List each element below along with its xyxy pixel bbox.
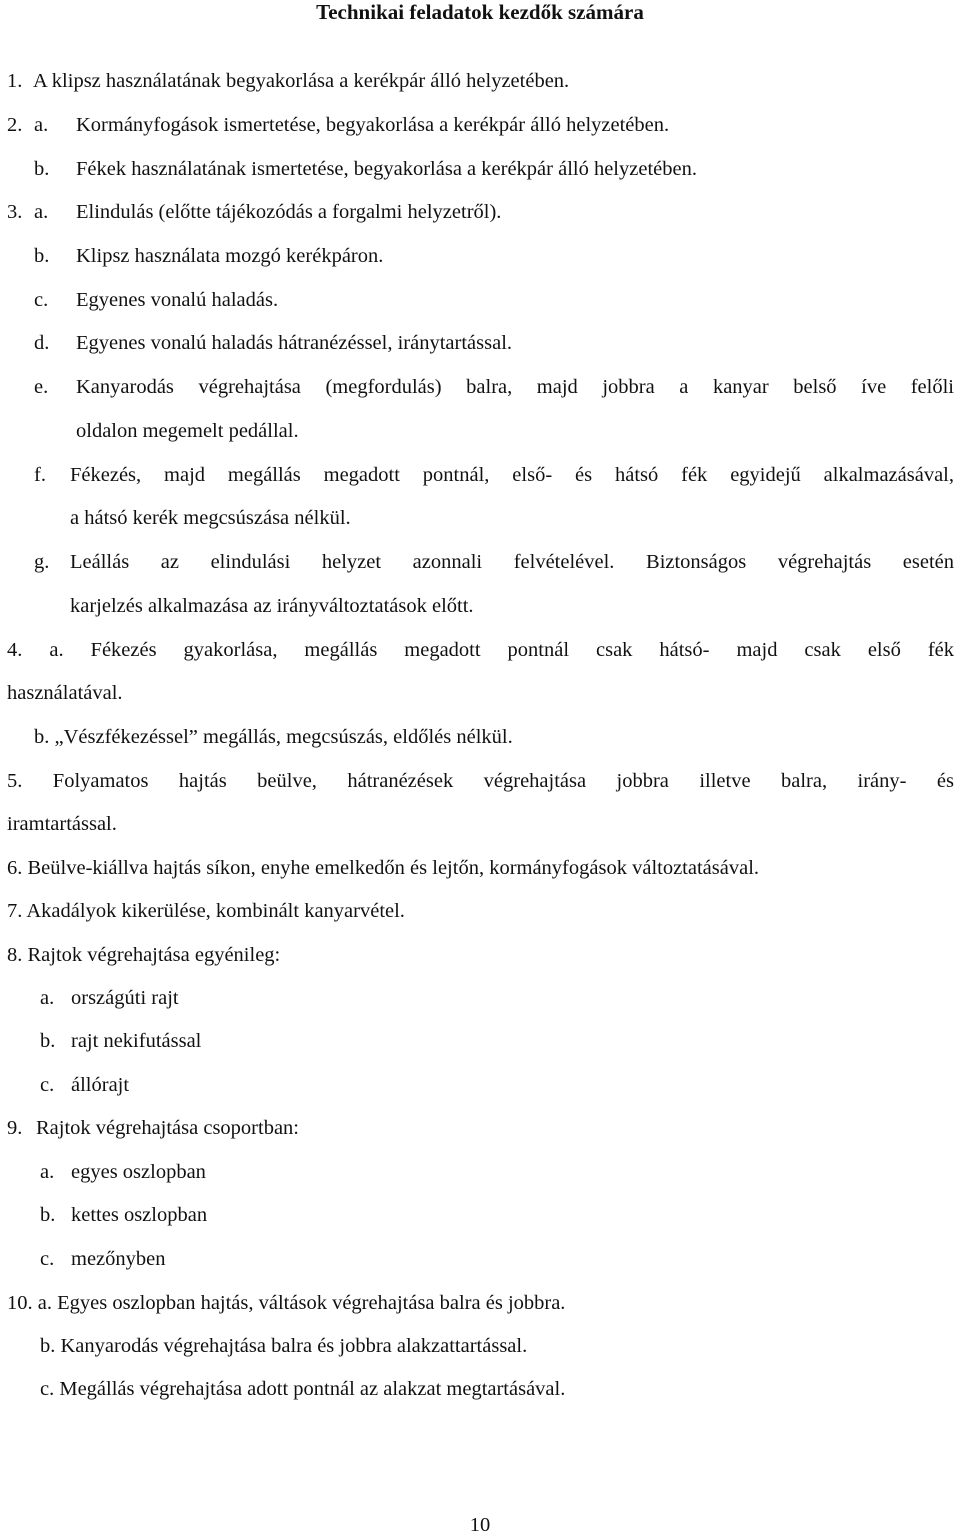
item-text-continuation: a hátsó kerék megcsúszása nélkül. bbox=[70, 507, 351, 529]
item-text-continuation: karjelzés alkalmazása az irányváltoztatások előtt. bbox=[70, 595, 474, 617]
item-text: Kormányfogások ismertetése, begyakorlása a kerékpár álló helyzetében. bbox=[76, 114, 670, 136]
item-text: egyes oszlopban bbox=[71, 1161, 206, 1183]
list-item bbox=[7, 112, 669, 138]
item-sub-label: b. bbox=[34, 158, 50, 180]
item-text: Fékek használatának ismertetése, begyakorlása a kerékpár álló helyzetében. bbox=[76, 158, 697, 180]
list-item bbox=[34, 462, 954, 488]
list-item bbox=[40, 985, 179, 1011]
item-sub-label: b. bbox=[40, 1204, 56, 1226]
item-text: Rajtok végrehajtása csoportban: bbox=[36, 1117, 299, 1139]
page-number: 10 bbox=[469, 1514, 491, 1536]
item-sub-label: g. bbox=[34, 551, 50, 573]
list-item bbox=[34, 374, 954, 400]
list-item: c. Megállás végrehajtása adott pontnál az alakzat megtartásával. bbox=[40, 1378, 566, 1400]
item-text: Kanyarodás végrehajtása (megfordulás) balra, majd jobbra a kanyar belső íve felőli bbox=[76, 376, 954, 398]
item-text: rajt nekifutással bbox=[71, 1030, 202, 1052]
item-sub-label: f. bbox=[34, 464, 46, 486]
item-number: 1. bbox=[7, 70, 23, 92]
item-text: mezőnyben bbox=[71, 1248, 166, 1270]
item-text: országúti rajt bbox=[71, 987, 179, 1009]
list-item: 5. Folyamatos hajtás beülve, hátranézések végrehajtása jobbra illetve balra, irány- és bbox=[7, 770, 954, 792]
item-sub-label: c. bbox=[40, 1074, 55, 1096]
item-sub-label: a. bbox=[34, 201, 49, 223]
list-item bbox=[40, 1202, 207, 1228]
item-number: 2. bbox=[7, 114, 23, 136]
item-number: 3. bbox=[7, 201, 23, 223]
list-item bbox=[34, 243, 383, 269]
list-item: b. Kanyarodás végrehajtása balra és jobbra alakzattartással. bbox=[40, 1335, 528, 1357]
item-sub-label: b. bbox=[34, 245, 50, 267]
item-text: Fékezés, majd megállás megadott pontnál, első- és hátsó fék egyidejű alkalmazásával, bbox=[70, 464, 954, 486]
list-item: 6. Beülve-kiállva hajtás síkon, enyhe emelkedőn és lejtőn, kormányfogások változtatásával. bbox=[7, 857, 760, 879]
list-item bbox=[34, 156, 697, 182]
item-text: Egyenes vonalú haladás. bbox=[76, 289, 279, 311]
item-text: kettes oszlopban bbox=[71, 1204, 208, 1226]
item-text: Klipsz használata mozgó kerékpáron. bbox=[76, 245, 384, 267]
item-text: Elindulás (előtte tájékozódás a forgalmi helyzetről). bbox=[76, 201, 502, 223]
item-text-continuation: használatával. bbox=[7, 682, 123, 704]
item-sub-label: d. bbox=[34, 332, 50, 354]
item-sub-label: a. bbox=[40, 1161, 55, 1183]
item-sub-label: c. bbox=[40, 1248, 55, 1270]
list-item bbox=[40, 1072, 129, 1098]
item-text: Leállás az elindulási helyzet azonnali felvételével. Biztonságos végrehajtás esetén bbox=[70, 551, 954, 573]
list-item bbox=[34, 549, 954, 575]
list-item bbox=[40, 1028, 201, 1054]
item-sub-label: a. bbox=[34, 114, 49, 136]
list-item: 7. Akadályok kikerülése, kombinált kanyarvétel. bbox=[7, 900, 405, 922]
list-item: 4. a. Fékezés gyakorlása, megállás megadott pontnál csak hátsó- majd csak első fék bbox=[7, 639, 954, 661]
list-item: 10. a. Egyes oszlopban hajtás, váltások végrehajtása balra és jobbra. bbox=[7, 1292, 566, 1314]
list-item bbox=[34, 330, 512, 356]
item-sub-label: a. bbox=[40, 987, 55, 1009]
list-item bbox=[7, 68, 569, 94]
item-text: állórajt bbox=[71, 1074, 130, 1096]
item-sub-label: b. bbox=[40, 1030, 56, 1052]
list-item: b. „Vészfékezéssel” megállás, megcsúszás, eldőlés nélkül. bbox=[34, 726, 513, 748]
list-item bbox=[7, 199, 501, 225]
list-item: 8. Rajtok végrehajtása egyénileg: bbox=[7, 944, 281, 966]
list-item bbox=[34, 287, 278, 313]
item-text: Egyenes vonalú haladás hátranézéssel, iránytartással. bbox=[76, 332, 513, 354]
item-text: A klipsz használatának begyakorlása a kerékpár álló helyzetében. bbox=[33, 70, 570, 92]
list-item bbox=[40, 1246, 166, 1272]
item-sub-label: c. bbox=[34, 289, 49, 311]
list-item bbox=[7, 1115, 299, 1141]
item-sub-label: e. bbox=[34, 376, 49, 398]
item-text-continuation: iramtartással. bbox=[7, 813, 117, 835]
item-number: 9. bbox=[7, 1117, 23, 1139]
page-title: Technikai feladatok kezdők számára bbox=[316, 0, 644, 24]
item-text-continuation: oldalon megemelt pedállal. bbox=[76, 420, 299, 442]
list-item bbox=[40, 1159, 206, 1185]
